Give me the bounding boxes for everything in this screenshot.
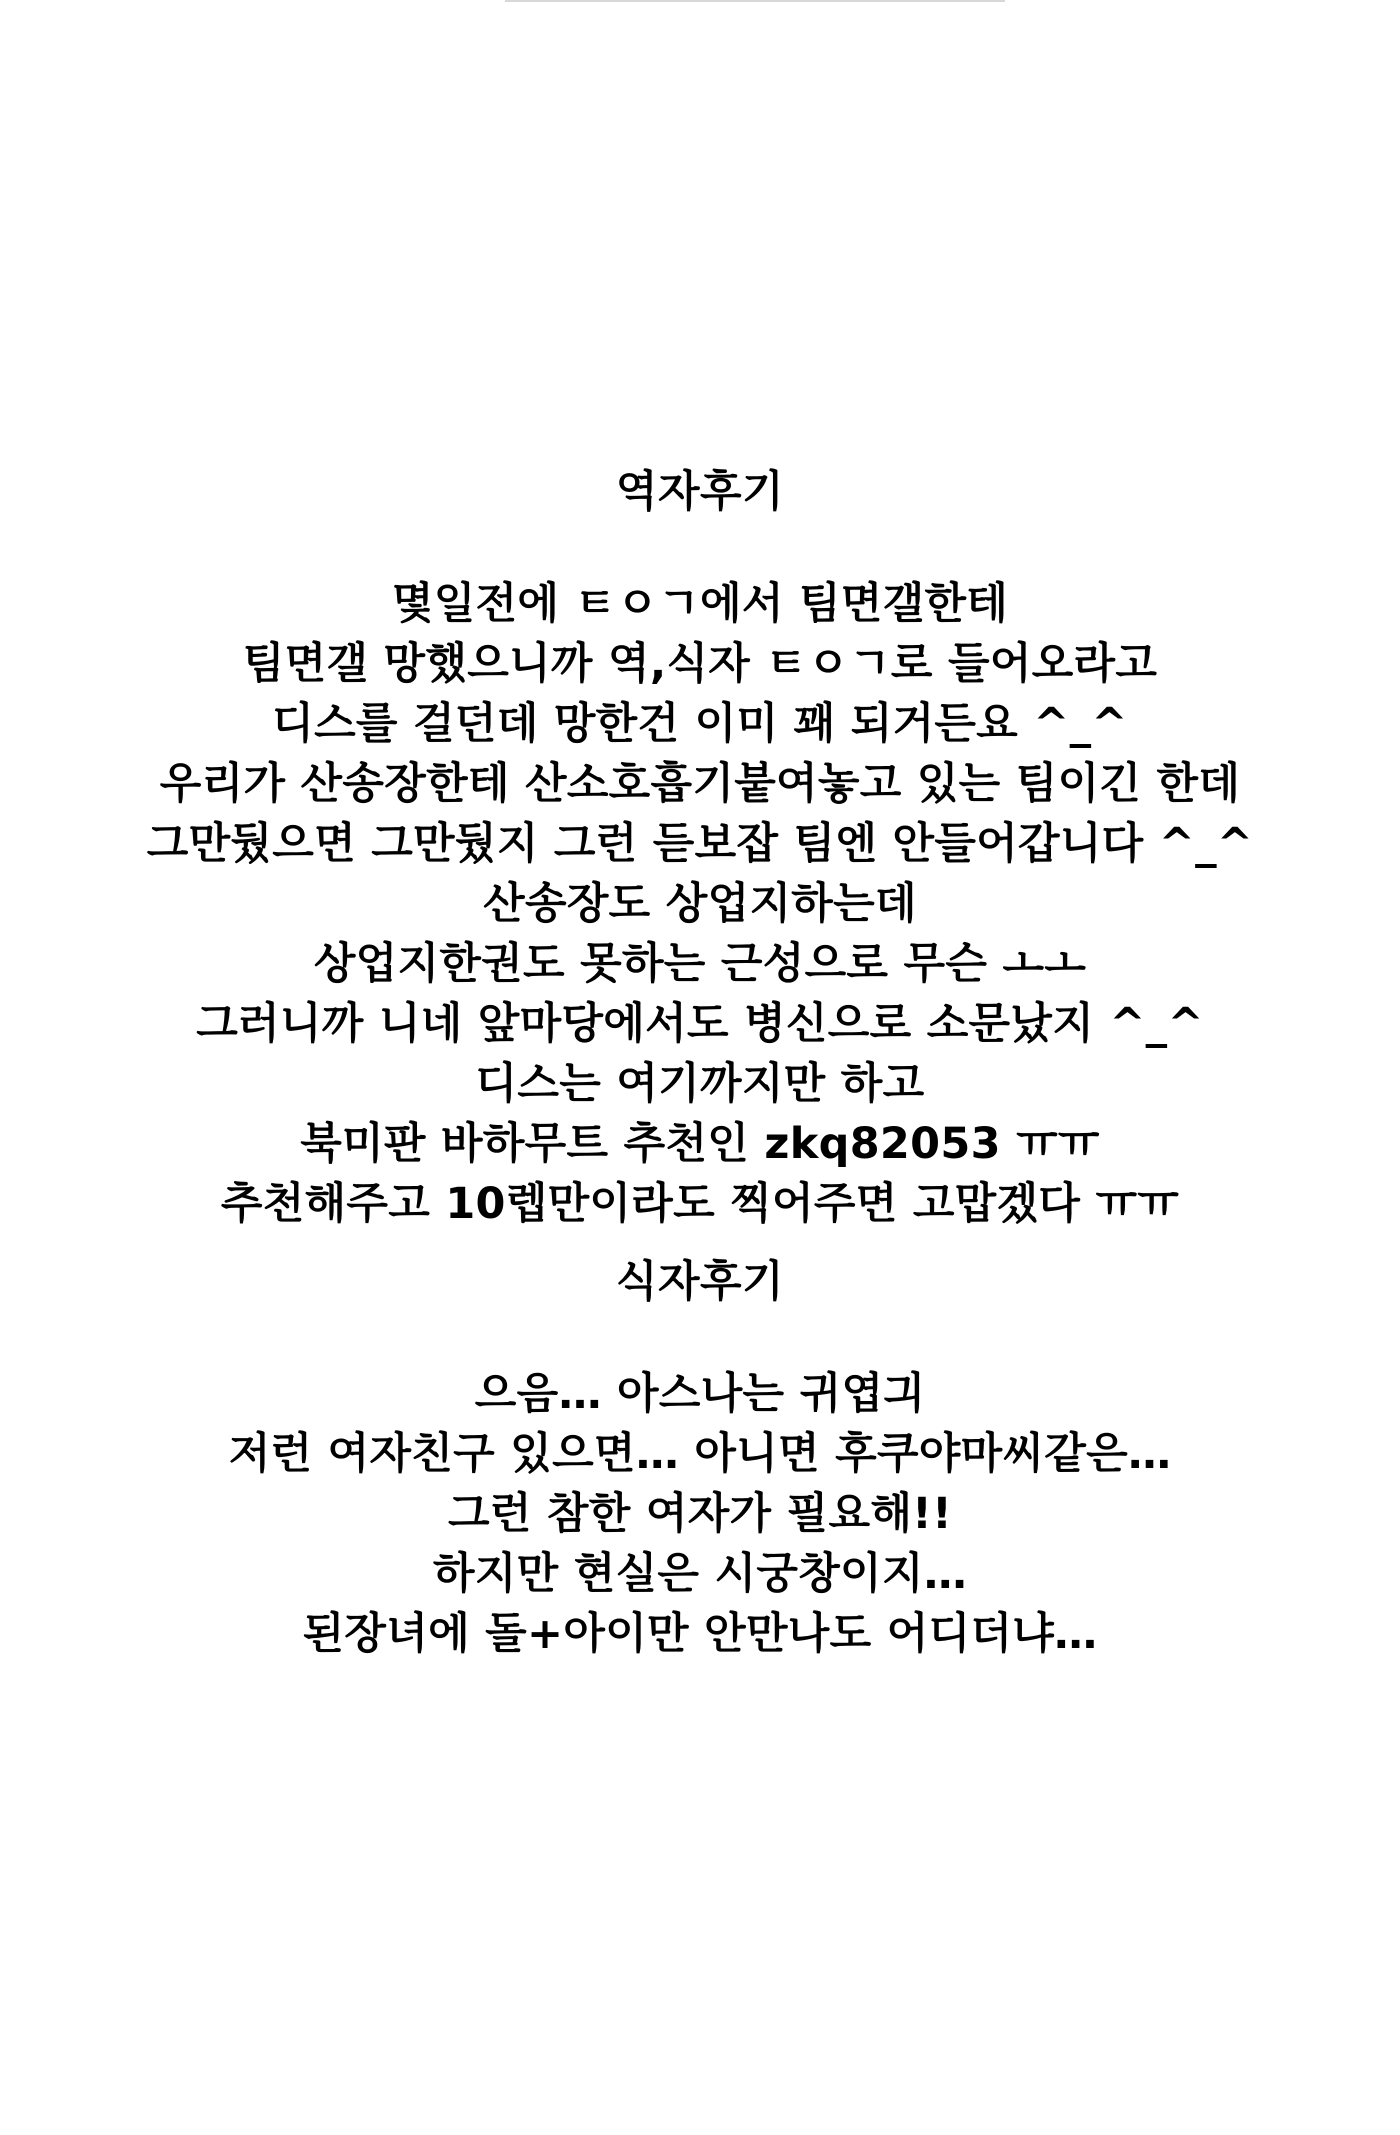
text-line: 으음… 아스나는 귀엽긔 [474,1369,926,1419]
top-edge-line [505,0,1005,2]
text-line: 몇일전에 ㅌㅇㄱ에서 팀면갤한테 [391,579,1009,629]
text-line: 디스를 걸던데 망한건 이미 꽤 되거든요 ^_^ [272,699,1128,749]
text-line: 저런 여자친구 있으면… 아니면 후쿠야마씨같은… [228,1429,1172,1479]
text-line: 우리가 산송장한테 산소호흡기붙여놓고 있는 팀이긴 한데 [159,759,1241,809]
typesetter-notes-lines [0,1364,1400,1664]
text-line: 된장녀에 돌+아이만 안만나도 어디더냐… [302,1609,1098,1659]
translator-notes-section [0,462,1400,1234]
text-line: 디스는 여기까지만 하고 [475,1059,925,1109]
text-line: 추천해주고 10렙만이라도 찍어주면 고맙겠다 ㅠㅠ [220,1179,1180,1229]
text-line: 팀면갤 망했으니까 역,식자 ㅌㅇㄱ로 들어오라고 [242,639,1158,689]
text-line: 그런 참한 여자가 필요해!! [447,1489,952,1539]
text-line: 하지만 현실은 시궁창이지… [432,1549,968,1599]
translator-notes-heading: 역자후기 [615,467,785,517]
translator-notes-lines [0,574,1400,1234]
text-line: 산송장도 상업지하는데 [483,879,917,929]
text-line: 북미판 바하무트 추천인 zkq82053 ㅠㅠ [300,1119,1100,1169]
typesetter-notes-heading: 식자후기 [615,1257,785,1307]
typesetter-notes-section [0,1252,1400,1664]
text-line: 그러니까 니네 앞마당에서도 병신으로 소문났지 ^_^ [196,999,1204,1049]
text-line: 상업지한권도 못하는 근성으로 무슨 ㅗㅗ [313,939,1087,989]
text-line: 그만뒀으면 그만뒀지 그런 듣보잡 팀엔 안들어갑니다 ^_^ [146,819,1254,869]
